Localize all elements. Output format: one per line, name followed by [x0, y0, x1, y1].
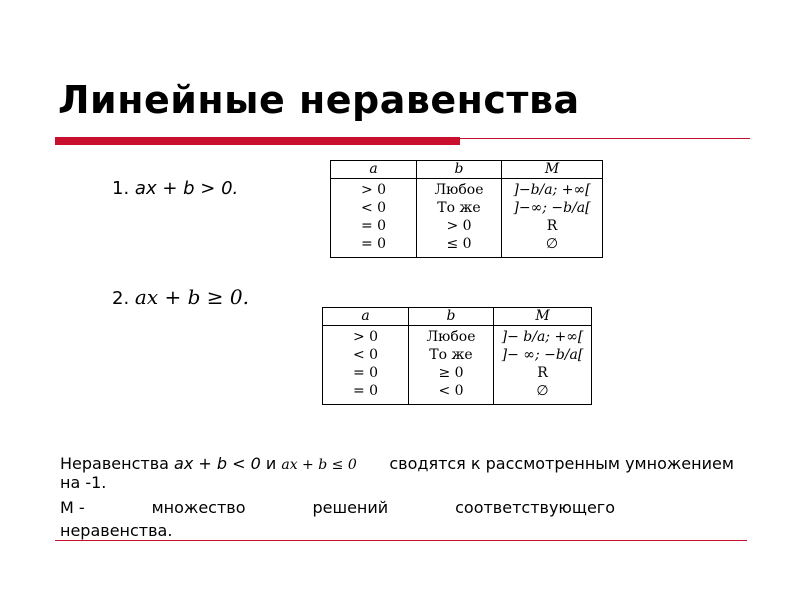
cell-a: < 0	[352, 347, 379, 363]
column-b-values	[409, 326, 494, 405]
note-paragraph	[60, 454, 750, 492]
definition-word: соответствующего	[455, 498, 615, 517]
inequality-2-expr: ax + b ≥ 0.	[134, 285, 249, 309]
definition-word: М -	[60, 498, 85, 517]
cell-m: R	[546, 218, 558, 234]
table-header-row	[331, 161, 603, 179]
cell-b: < 0	[438, 383, 464, 399]
cell-b: ≥ 0	[438, 365, 464, 381]
solution-table-1	[330, 160, 603, 258]
note-expr-2: ax + b ≤ 0	[281, 457, 357, 473]
cell-a: = 0	[360, 236, 387, 252]
note-conj: и	[260, 454, 282, 473]
cell-m: ]−b/a; +∞[	[513, 182, 591, 198]
cell-m: ∅	[545, 236, 559, 252]
column-a-values	[331, 179, 417, 258]
header-m: M	[494, 308, 592, 326]
definition-line	[60, 498, 615, 517]
title-underline-bar	[55, 137, 460, 145]
column-a-values	[323, 326, 409, 405]
cell-b: ≤ 0	[446, 236, 472, 252]
note-expr-1: ax + b < 0	[174, 454, 261, 473]
column-m-values	[494, 326, 592, 405]
inequality-1-number: 1.	[112, 178, 130, 199]
column-m-values	[502, 179, 603, 258]
definition-word: решений	[312, 498, 389, 517]
cell-m: R	[537, 365, 548, 381]
title-underline-thin	[460, 138, 750, 139]
solution-table-2	[322, 307, 592, 405]
note-lead: Неравенства	[60, 454, 175, 473]
cell-a: > 0	[352, 329, 379, 345]
cell-b: То же	[437, 200, 481, 216]
header-a: a	[331, 161, 417, 179]
cell-m: ]− b/a; +∞[	[501, 329, 584, 345]
cell-b: Любое	[426, 329, 476, 345]
cell-a: = 0	[352, 383, 379, 399]
inequality-2	[112, 285, 249, 309]
cell-b: Любое	[434, 182, 484, 198]
inequality-2-number: 2.	[112, 288, 130, 309]
bottom-divider	[55, 540, 747, 541]
definition-last-line: неравенства.	[60, 521, 173, 540]
cell-m: ]− ∞; −b/a[	[501, 347, 584, 363]
cell-a: = 0	[360, 218, 387, 234]
slide-title: Линейные неравенства	[58, 78, 580, 122]
note-rest: сводятся к рассмотренным умножением на -1.	[60, 454, 734, 492]
cell-a: < 0	[360, 200, 387, 216]
cell-m: ∅	[536, 383, 549, 399]
column-b-values	[417, 179, 502, 258]
header-m: M	[502, 161, 603, 179]
inequality-1-expr: ax + b > 0.	[134, 178, 239, 199]
header-b: b	[409, 308, 494, 326]
cell-b: То же	[429, 347, 473, 363]
header-b: b	[417, 161, 502, 179]
cell-a: = 0	[352, 365, 379, 381]
cell-m: ]−∞; −b/a[	[513, 200, 591, 216]
cell-a: > 0	[360, 182, 387, 198]
header-a: a	[323, 308, 409, 326]
definition-word: множество	[151, 498, 246, 517]
table-body-row	[331, 179, 603, 258]
inequality-1	[112, 178, 238, 199]
table-header-row	[323, 308, 592, 326]
cell-b: > 0	[446, 218, 472, 234]
table-body-row	[323, 326, 592, 405]
